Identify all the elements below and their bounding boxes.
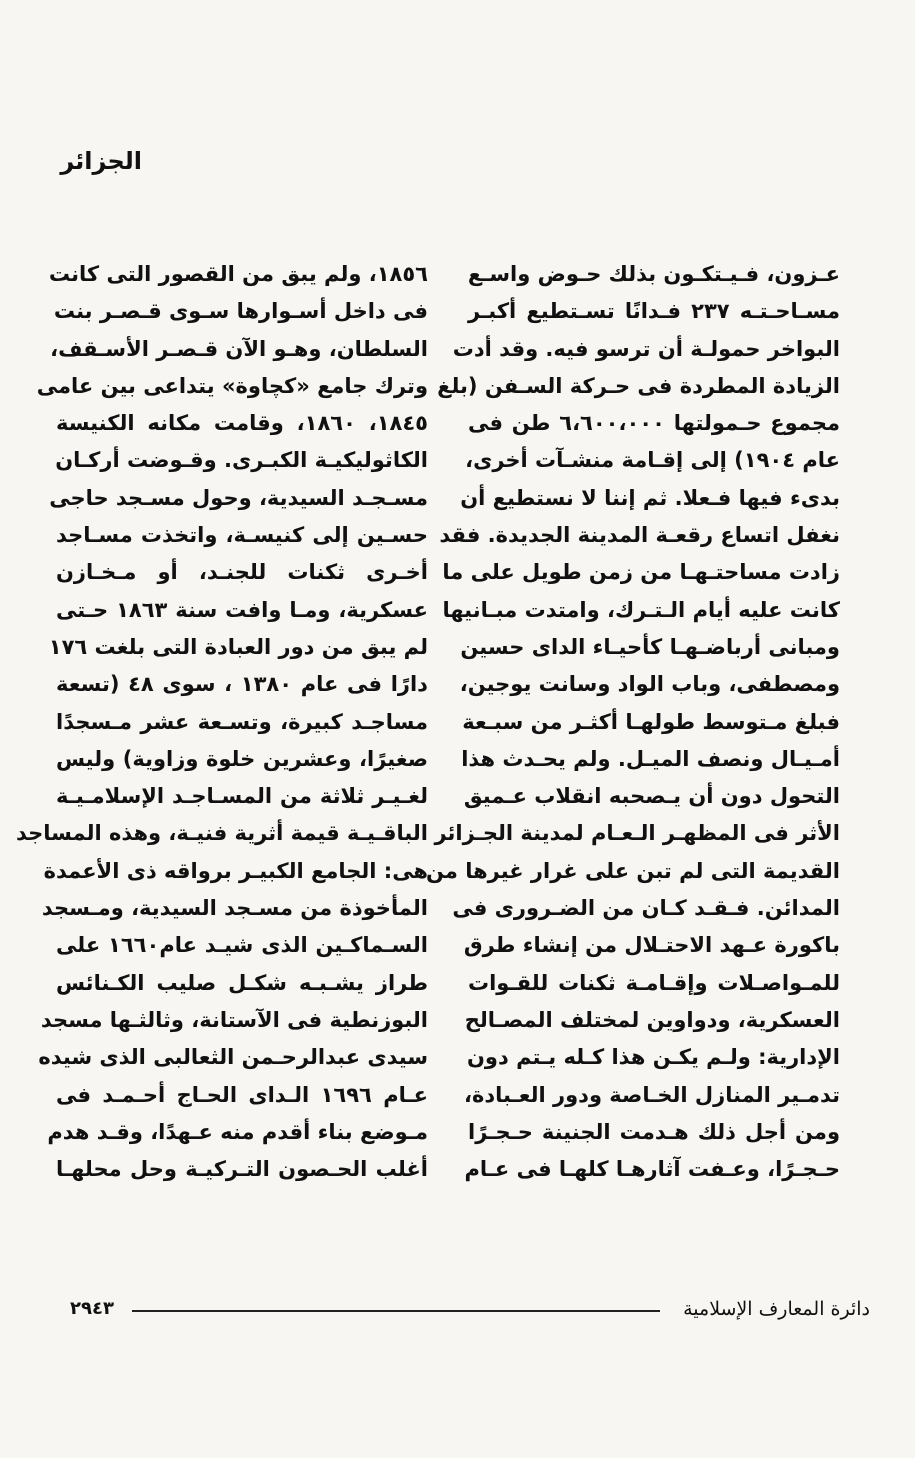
text-line: بدىء فيها فـعلا. ثم إننا لا نستطيع أن [460, 485, 840, 510]
text-line: حسـين إلى كنيسـة، واتخذت مسـاجد [56, 523, 428, 548]
text-line: عـام ١٦٩٦ الـداى الحـاج أحـمـد فى [56, 1082, 428, 1107]
text-line: تدمـير المنازل الخـاصة ودور العـبادة، [463, 1082, 840, 1107]
text-line: وترك جامع «كچاوة» يتداعى بين عامى [36, 373, 428, 398]
page-number: ٢٩٤٣ [70, 1298, 114, 1319]
text-line: لم يبق من دور العبادة التى بلغت ١٧٦ [48, 634, 428, 659]
text-column-right [425, 256, 840, 1188]
text-line: السلطان، وهـو الآن قـصـر الأسـقف، [50, 336, 428, 361]
text-line: ١٨٥٦، ولم يبق من القصور التى كانت [48, 262, 428, 286]
text-line: البواخر حمولـة أن ترسو فيه. وقد أدت [452, 336, 840, 361]
text-line: أغلب الحـصون التـركيـة وحل محلهـا [56, 1157, 428, 1182]
text-line: طراز يشـبـه شكـل صليب الكـنائس [56, 970, 428, 995]
text-line: مسـجـد السيدية، وحول مسـجد حاجى [49, 485, 428, 510]
text-line: العسكرية، ودواوين لمختلف المصـالح [464, 1007, 840, 1032]
text-line: عـزون، فـيـتكـون بذلك حـوض واسـع [467, 262, 840, 286]
text-line: ومصطفى، وباب الواد وسانت يوجين، [459, 672, 840, 697]
text-line: ومن أجل ذلك هـدمت الجنينة حـجـرًا [468, 1119, 840, 1144]
text-line: المأخوذة من مسـجد السيدية، ومـسجد [41, 896, 428, 921]
footer-publication-title: دائرة المعارف الإسلامية [683, 1298, 870, 1320]
text-line: مسـاحـتـه ٢٣٧ فـدانًا تسـتطيع أكبـر [468, 299, 840, 324]
text-line: كانت عليه أيام الـتـرك، وامتدت مبـانيها [442, 597, 840, 622]
text-line: لغـيـر ثلاثة من المسـاجـد الإسلامـيـة [56, 784, 428, 809]
text-line: الزيادة المطردة فى حـركة السـفن (بلغ [437, 373, 840, 398]
text-line: زادت مساحتـهـا من زمن طويل على ما [442, 560, 840, 585]
text-line: حـجـرًا، وعـفت آثارهـا كلهـا فى عـام [464, 1157, 840, 1182]
text-line: ومبانى أرباضـهـا كأحيـاء الداى حسين [460, 634, 840, 659]
text-line: صغيرًا، وعشرين خلوة وزاوية) وليس [56, 746, 428, 771]
text-line: التحول دون أن يـصحبه انقلاب عـميق [463, 784, 840, 809]
page-footer [70, 1292, 870, 1326]
text-line: باكورة عـهد الاحتـلال من إنشاء طرق [463, 933, 840, 958]
text-line: نغفل اتساع رقعـة المدينة الجديدة. فقد [439, 523, 840, 548]
text-line: ١٨٤٥، ١٨٦٠، وقامت مكانه الكنيسة [56, 411, 428, 436]
text-line: فى داخل أسـوارها سـوى قـصـر بنت [53, 299, 428, 324]
text-line: الكاثوليكيـة الكبـرى. وقـوضت أركـان [55, 448, 428, 473]
text-line: القديمة التى لم تبن على غرار غيرها من [425, 858, 840, 883]
text-line: مساجـد كبيرة، وتسـعة عشر مـسجدًا [56, 709, 428, 734]
text-line: الأثر فى المظهـر الـعـام لمدينة الجـزائر [434, 821, 840, 846]
text-line: السـماكـين الذى شيـد عام١٦٦٠ على [56, 933, 428, 958]
text-line: البوزنطية فى الآستانة، وثالثـها مسجد [40, 1007, 428, 1032]
text-line: دارًا فى عام ١٣٨٠ ، سوى ٤٨ (تسعة [56, 672, 428, 697]
text-line: المدائن. فـقـد كـان من الضـرورى فى [452, 896, 840, 921]
text-line: فبلغ مـتوسط طولهـا أكثـر من سبـعة [462, 709, 840, 734]
text-line: عام ١٩٠٤) إلى إقـامة منشـآت أخرى، [465, 448, 840, 473]
running-head-title: الجزائر [60, 147, 142, 175]
text-line: مـوضع بناء أقدم منه عـهدًا، وقـد هدم [47, 1119, 428, 1144]
text-line: للمـواصـلات وإقـامـة ثكنات للقـوات [468, 970, 840, 995]
footer-divider [132, 1310, 660, 1312]
text-line: عسكرية، ومـا وافت سنة ١٨٦٣ حـتى [56, 597, 428, 622]
text-line: الإدارية: ولـم يكـن هذا كـله يـتم دون [467, 1045, 840, 1070]
text-column-left [15, 256, 428, 1188]
text-line: هى: الجامع الكبيـر برواقه ذى الأعمدة [43, 858, 428, 883]
text-line: الباقـيـة قيمة أثرية فنيـة، وهذه المساجد [15, 821, 428, 846]
text-line: أمـيـال ونصف الميـل. ولم يحـدث هذا [461, 746, 840, 771]
text-line: مجموع حـمولتها ٦،٦٠٠،٠٠٠ طن فى [468, 411, 840, 436]
text-line: سيدى عبدالرحـمن الثعالبى الذى شيده [38, 1045, 428, 1070]
text-line: أخـرى ثكنات للجنـد، أو مـخـازن [56, 560, 428, 585]
